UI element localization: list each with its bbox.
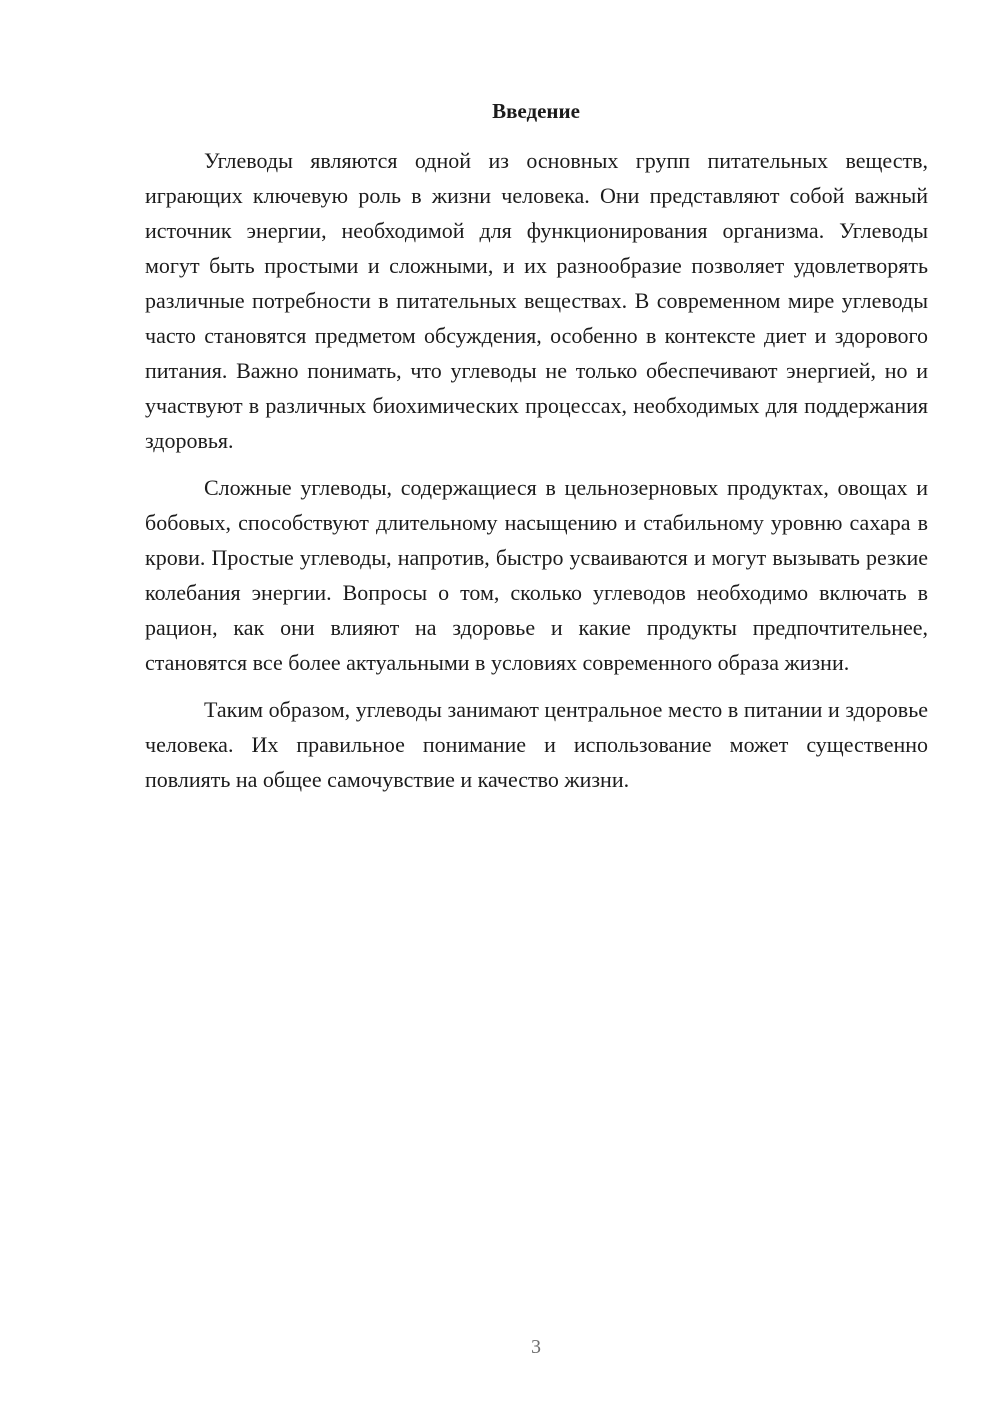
paragraph-1: Углеводы являются одной из основных групп питательных веществ, играющих ключевую роль в жизни человека. Они представляют собой важный источник энергии, необходимой для функционирования организма. Углеводы могут быть простыми и сложными, и их разнообразие позволяет удовлетворять различные потребности в питательных веществах. В современном мире углеводы часто становятся предметом обсуждения, особенно в контексте диет и здорового питания. Важно понимать, что углеводы не только обеспечивают энергией, но и участвуют в различных биохимических процессах, необходимых для поддержания здоровья. xyxy=(145,148,928,453)
paragraph-2: Сложные углеводы, содержащиеся в цельнозерновых продуктах, овощах и бобовых, способствуют длительному насыщению и стабильному уровню сахара в крови. Простые углеводы, напротив, быстро усваиваются и могут вызывать резкие колебания энергии. Вопросы о том, сколько углеводов необходимо включать в рацион, как они влияют на здоровье и какие продукты предпочтительнее, становятся все более актуальными в условиях современного образа жизни. xyxy=(145,475,928,675)
page-number: 3 xyxy=(531,1336,541,1358)
paragraph-3: Таким образом, углеводы занимают центральное место в питании и здоровье человека. Их правильное понимание и использование может существенно повлиять на общее самочувствие и качество жизни. xyxy=(145,697,928,792)
body-text xyxy=(145,143,928,809)
section-heading: Введение xyxy=(492,99,580,123)
